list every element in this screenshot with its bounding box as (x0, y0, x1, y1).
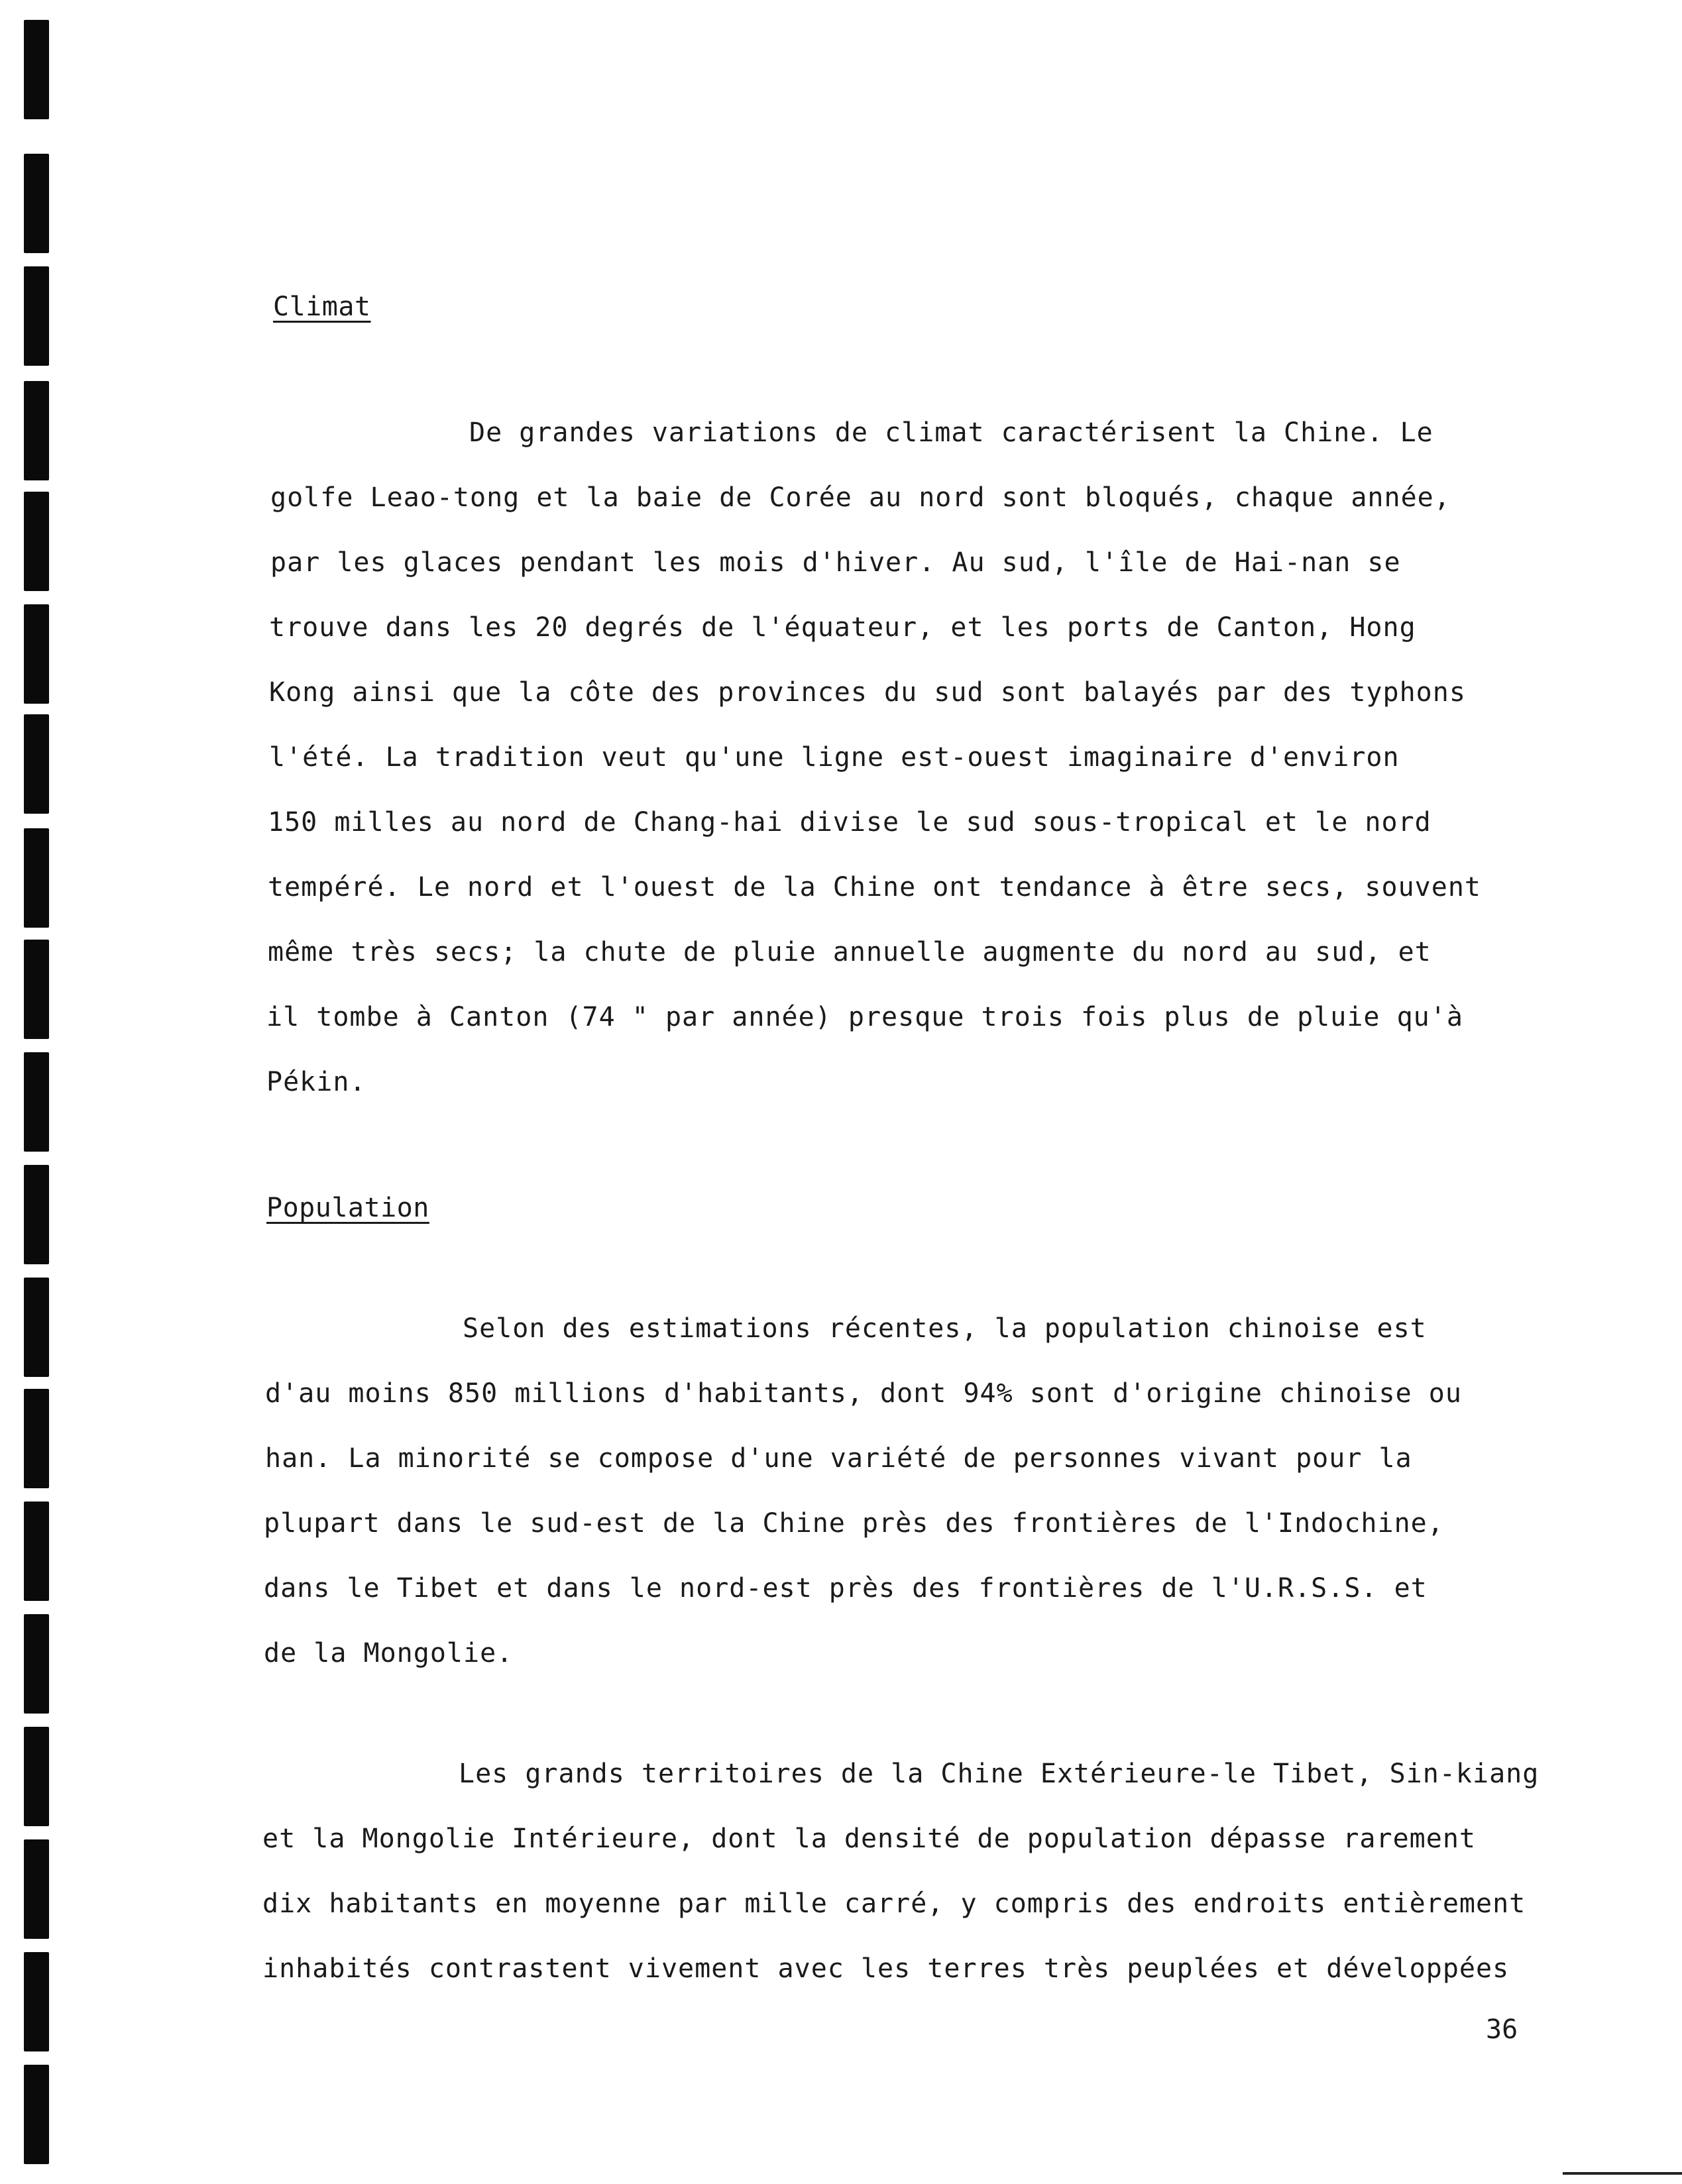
binding-mark (24, 604, 49, 704)
text-line: dix habitants en moyenne par mille carré, y compris des endroits entièrement (262, 1888, 1526, 1919)
binding-marks (24, 0, 50, 2184)
binding-mark (24, 1165, 49, 1264)
text-line: dans le Tibet et dans le nord-est près des frontières de l'U.R.S.S. et (264, 1573, 1428, 1604)
text-line: même très secs; la chute de pluie annuelle augmente du nord au sud, et (268, 937, 1431, 967)
text-line: tempéré. Le nord et l'ouest de la Chine ont tendance à être secs, souvent (268, 872, 1481, 902)
binding-mark (24, 20, 49, 119)
text-line: Selon des estimations récentes, la population chinoise est (463, 1313, 1427, 1344)
binding-mark (24, 940, 49, 1039)
binding-mark (24, 1389, 49, 1488)
text-line: Kong ainsi que la côte des provinces du sud sont balayés par des typhons (269, 677, 1466, 708)
text-line: 150 milles au nord de Chang-hai divise le sud sous-tropical et le nord (268, 807, 1431, 838)
text-line: il tombe à Canton (74 " par année) presque trois fois plus de pluie qu'à (266, 1002, 1463, 1032)
text-line: par les glaces pendant les mois d'hiver. Au sud, l'île de Hai-nan se (270, 547, 1401, 578)
binding-mark (24, 266, 49, 366)
text-line: de la Mongolie. (264, 1638, 514, 1668)
text-line: De grandes variations de climat caractérisent la Chine. Le (469, 417, 1433, 448)
binding-mark (24, 2065, 49, 2164)
binding-mark (24, 154, 49, 253)
binding-mark (24, 1839, 49, 1939)
binding-mark (24, 492, 49, 591)
text-line: l'été. La tradition veut qu'une ligne est-ouest imaginaire d'environ (269, 742, 1400, 773)
text-line: plupart dans le sud-est de la Chine près des frontières de l'Indochine, (264, 1508, 1444, 1539)
binding-mark (24, 381, 49, 480)
binding-mark (24, 1052, 49, 1152)
text-line: golfe Leao-tong et la baie de Corée au nord sont bloqués, chaque année, (270, 482, 1451, 513)
section-heading-climat: Climat (273, 292, 371, 322)
text-line: trouve dans les 20 degrés de l'équateur, et les ports de Canton, Hong (269, 612, 1416, 643)
binding-mark (24, 1952, 49, 2051)
text-line: d'au moins 850 millions d'habitants, dont 94% sont d'origine chinoise ou (265, 1378, 1462, 1409)
binding-mark (24, 714, 49, 814)
section-heading-population: Population (266, 1193, 429, 1223)
text-line: et la Mongolie Intérieure, dont la densité de population dépasse rarement (262, 1824, 1476, 1854)
text-line: han. La minorité se compose d'une variété de personnes vivant pour la (265, 1443, 1412, 1474)
text-line: inhabités contrastent vivement avec les terres très peuplées et développées (262, 1953, 1510, 1984)
binding-mark (24, 1614, 49, 1714)
binding-mark (24, 1502, 49, 1601)
text-line: Les grands territoires de la Chine Extérieure-le Tibet, Sin-kiang (459, 1759, 1540, 1789)
binding-mark (24, 1727, 49, 1826)
binding-mark (24, 828, 49, 928)
scan-edge-line (1563, 2172, 1682, 2175)
binding-mark (24, 1278, 49, 1377)
text-line: Pékin. (266, 1067, 366, 1097)
page-number: 36 (1486, 2014, 1518, 2045)
